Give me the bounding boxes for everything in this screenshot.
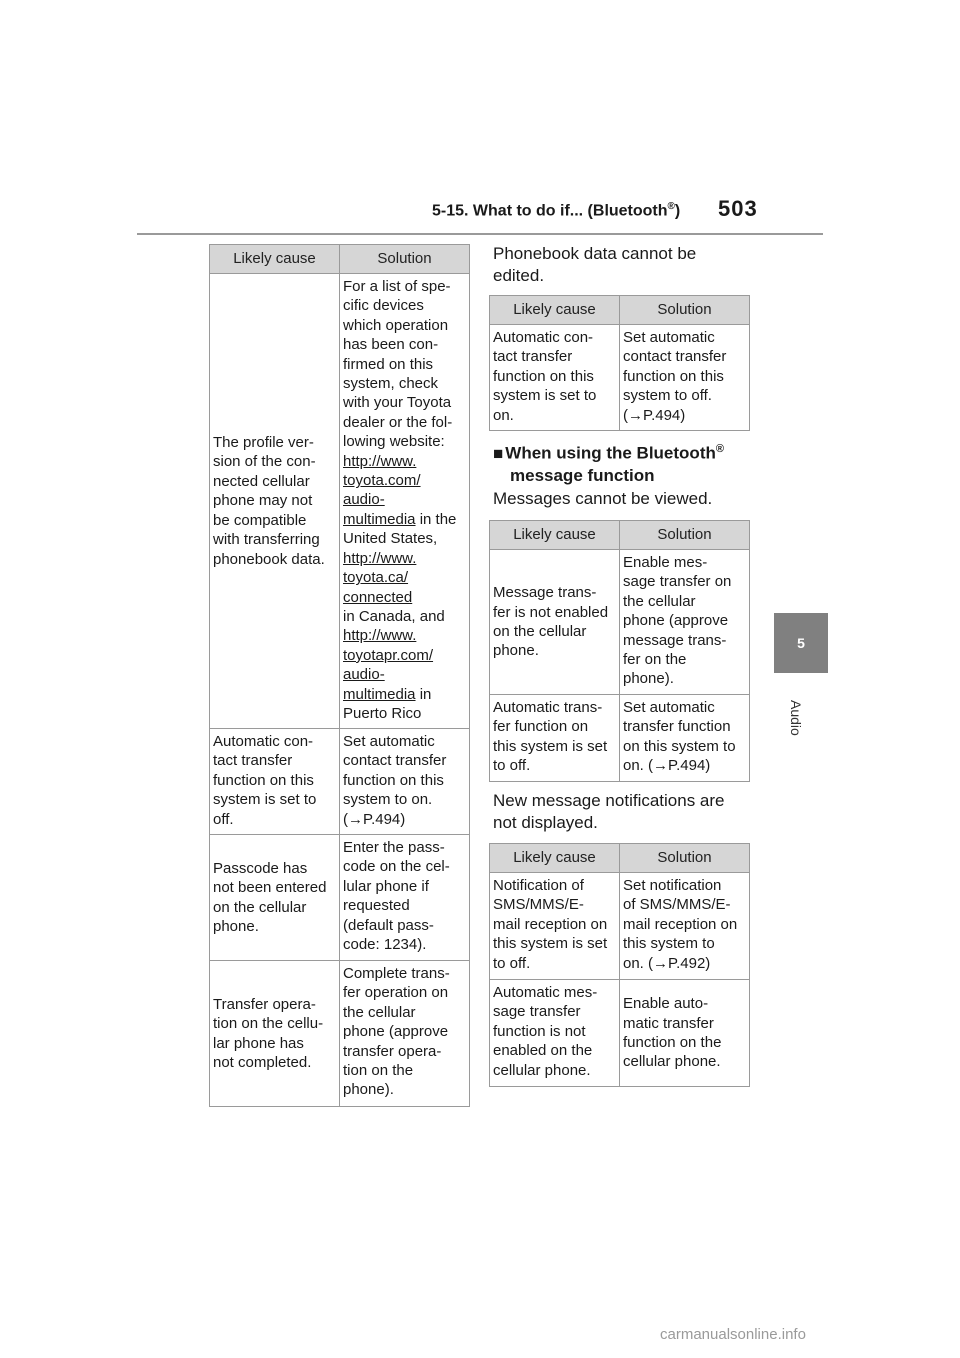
solution-text: in Canada, and — [343, 607, 445, 625]
page-number: 503 — [718, 196, 758, 221]
solution-cell: Complete trans- fer operation on the cellular phone (approve transfer opera- tion on the phone). — [340, 961, 470, 1107]
cause-cell: The profile ver- sion of the con- nected cellular phone may not be compatible with transferring phonebook data. — [210, 274, 340, 729]
table-header-row — [490, 521, 750, 550]
table-row — [210, 961, 470, 1107]
table-header-row — [490, 296, 750, 325]
column-header-solution: Solution — [340, 245, 470, 274]
table-row — [490, 695, 750, 782]
table-row — [490, 550, 750, 695]
column-header-solution: Solution — [620, 844, 750, 873]
solution-cell: Enable auto- matic transfer function on the cellular phone. — [620, 980, 750, 1087]
link-toyota-us[interactable]: http://www. toyota.com/ audio- multimedia — [343, 452, 421, 528]
solution-cell: Set automatic contact transfer function on this system to on. (→P.494) — [340, 729, 470, 835]
messages-view-table — [489, 520, 750, 782]
cause-cell: Automatic con- tact transfer function on this system is set to on. — [490, 325, 620, 431]
column-header-likely-cause: Likely cause — [490, 844, 620, 873]
left-troubleshooting-table — [209, 244, 470, 1107]
column-header-likely-cause: Likely cause — [490, 296, 620, 325]
cause-cell: Automatic mes- sage transfer function is not enabled on the cellular phone. — [490, 980, 620, 1087]
table-header-row — [210, 245, 470, 274]
solution-text: For a list of spe- cific devices which operation has been con- firmed on this system, check with your Toyota dealer or the fol- lowing website: — [343, 278, 453, 451]
solution-cell: Set notification of SMS/MMS/E- mail reception on this system to on. (→P.492) — [620, 873, 750, 980]
table-row — [210, 835, 470, 961]
column-header-solution: Solution — [620, 521, 750, 550]
solution-text: in Puerto Rico — [343, 685, 432, 722]
link-toyota-canada[interactable]: http://www. toyota.ca/ connected — [343, 549, 417, 606]
cause-cell: Automatic trans- fer function on this system is set to off. — [490, 695, 620, 782]
table-row — [210, 274, 470, 729]
link-toyota-puerto-rico[interactable]: http://www. toyotapr.com/ audio- multimedia — [343, 627, 434, 703]
watermark: carmanualsonline.info — [660, 1326, 806, 1343]
cause-cell: Notification of SMS/MMS/E- mail reception on this system is set to off. — [490, 873, 620, 980]
cause-cell: Message trans- fer is not enabled on the cellular phone. — [490, 550, 620, 695]
solution-cell: Set automatic transfer function on this system to on. (→P.494) — [620, 695, 750, 782]
cause-cell: Automatic con- tact transfer function on this system is set to off. — [210, 729, 340, 835]
bullet-square-icon: ■ — [493, 443, 504, 463]
notifications-heading: New message notifications are not displayed. — [493, 791, 725, 832]
message-function-heading: ■ When using the Bluetooth® message function — [493, 443, 724, 485]
phonebook-heading: Phonebook data cannot be edited. — [493, 244, 697, 285]
table-header-row — [490, 844, 750, 873]
table-row — [490, 325, 750, 431]
notifications-table — [489, 843, 750, 1087]
column-header-solution: Solution — [620, 296, 750, 325]
solution-cell: Enter the pass- code on the cel- lular phone if requested (default pass- code: 1234). — [340, 835, 470, 961]
cause-cell: Transfer opera- tion on the cellu- lar phone has not completed. — [210, 961, 340, 1107]
solution-cell: Set automatic contact transfer function on this system to off. (→P.494) — [620, 325, 750, 431]
table-row — [490, 980, 750, 1087]
chapter-label: Audio — [788, 700, 804, 736]
table-row — [490, 873, 750, 980]
solution-cell — [340, 274, 470, 729]
cause-cell: Passcode has not been entered on the cellular phone. — [210, 835, 340, 961]
messages-view-heading: Messages cannot be viewed. — [493, 489, 713, 508]
column-header-likely-cause: Likely cause — [490, 521, 620, 550]
table-row — [210, 729, 470, 835]
solution-cell: Enable mes- sage transfer on the cellular phone (approve message trans- fer on the phone). — [620, 550, 750, 695]
solution-text: in the United States, — [343, 510, 457, 548]
header-divider — [137, 233, 823, 235]
chapter-tab[interactable]: 5 — [774, 613, 828, 673]
section-title: 5-15. What to do if... (Bluetooth®) — [432, 201, 681, 220]
phonebook-table — [489, 295, 750, 431]
column-header-likely-cause: Likely cause — [210, 245, 340, 274]
